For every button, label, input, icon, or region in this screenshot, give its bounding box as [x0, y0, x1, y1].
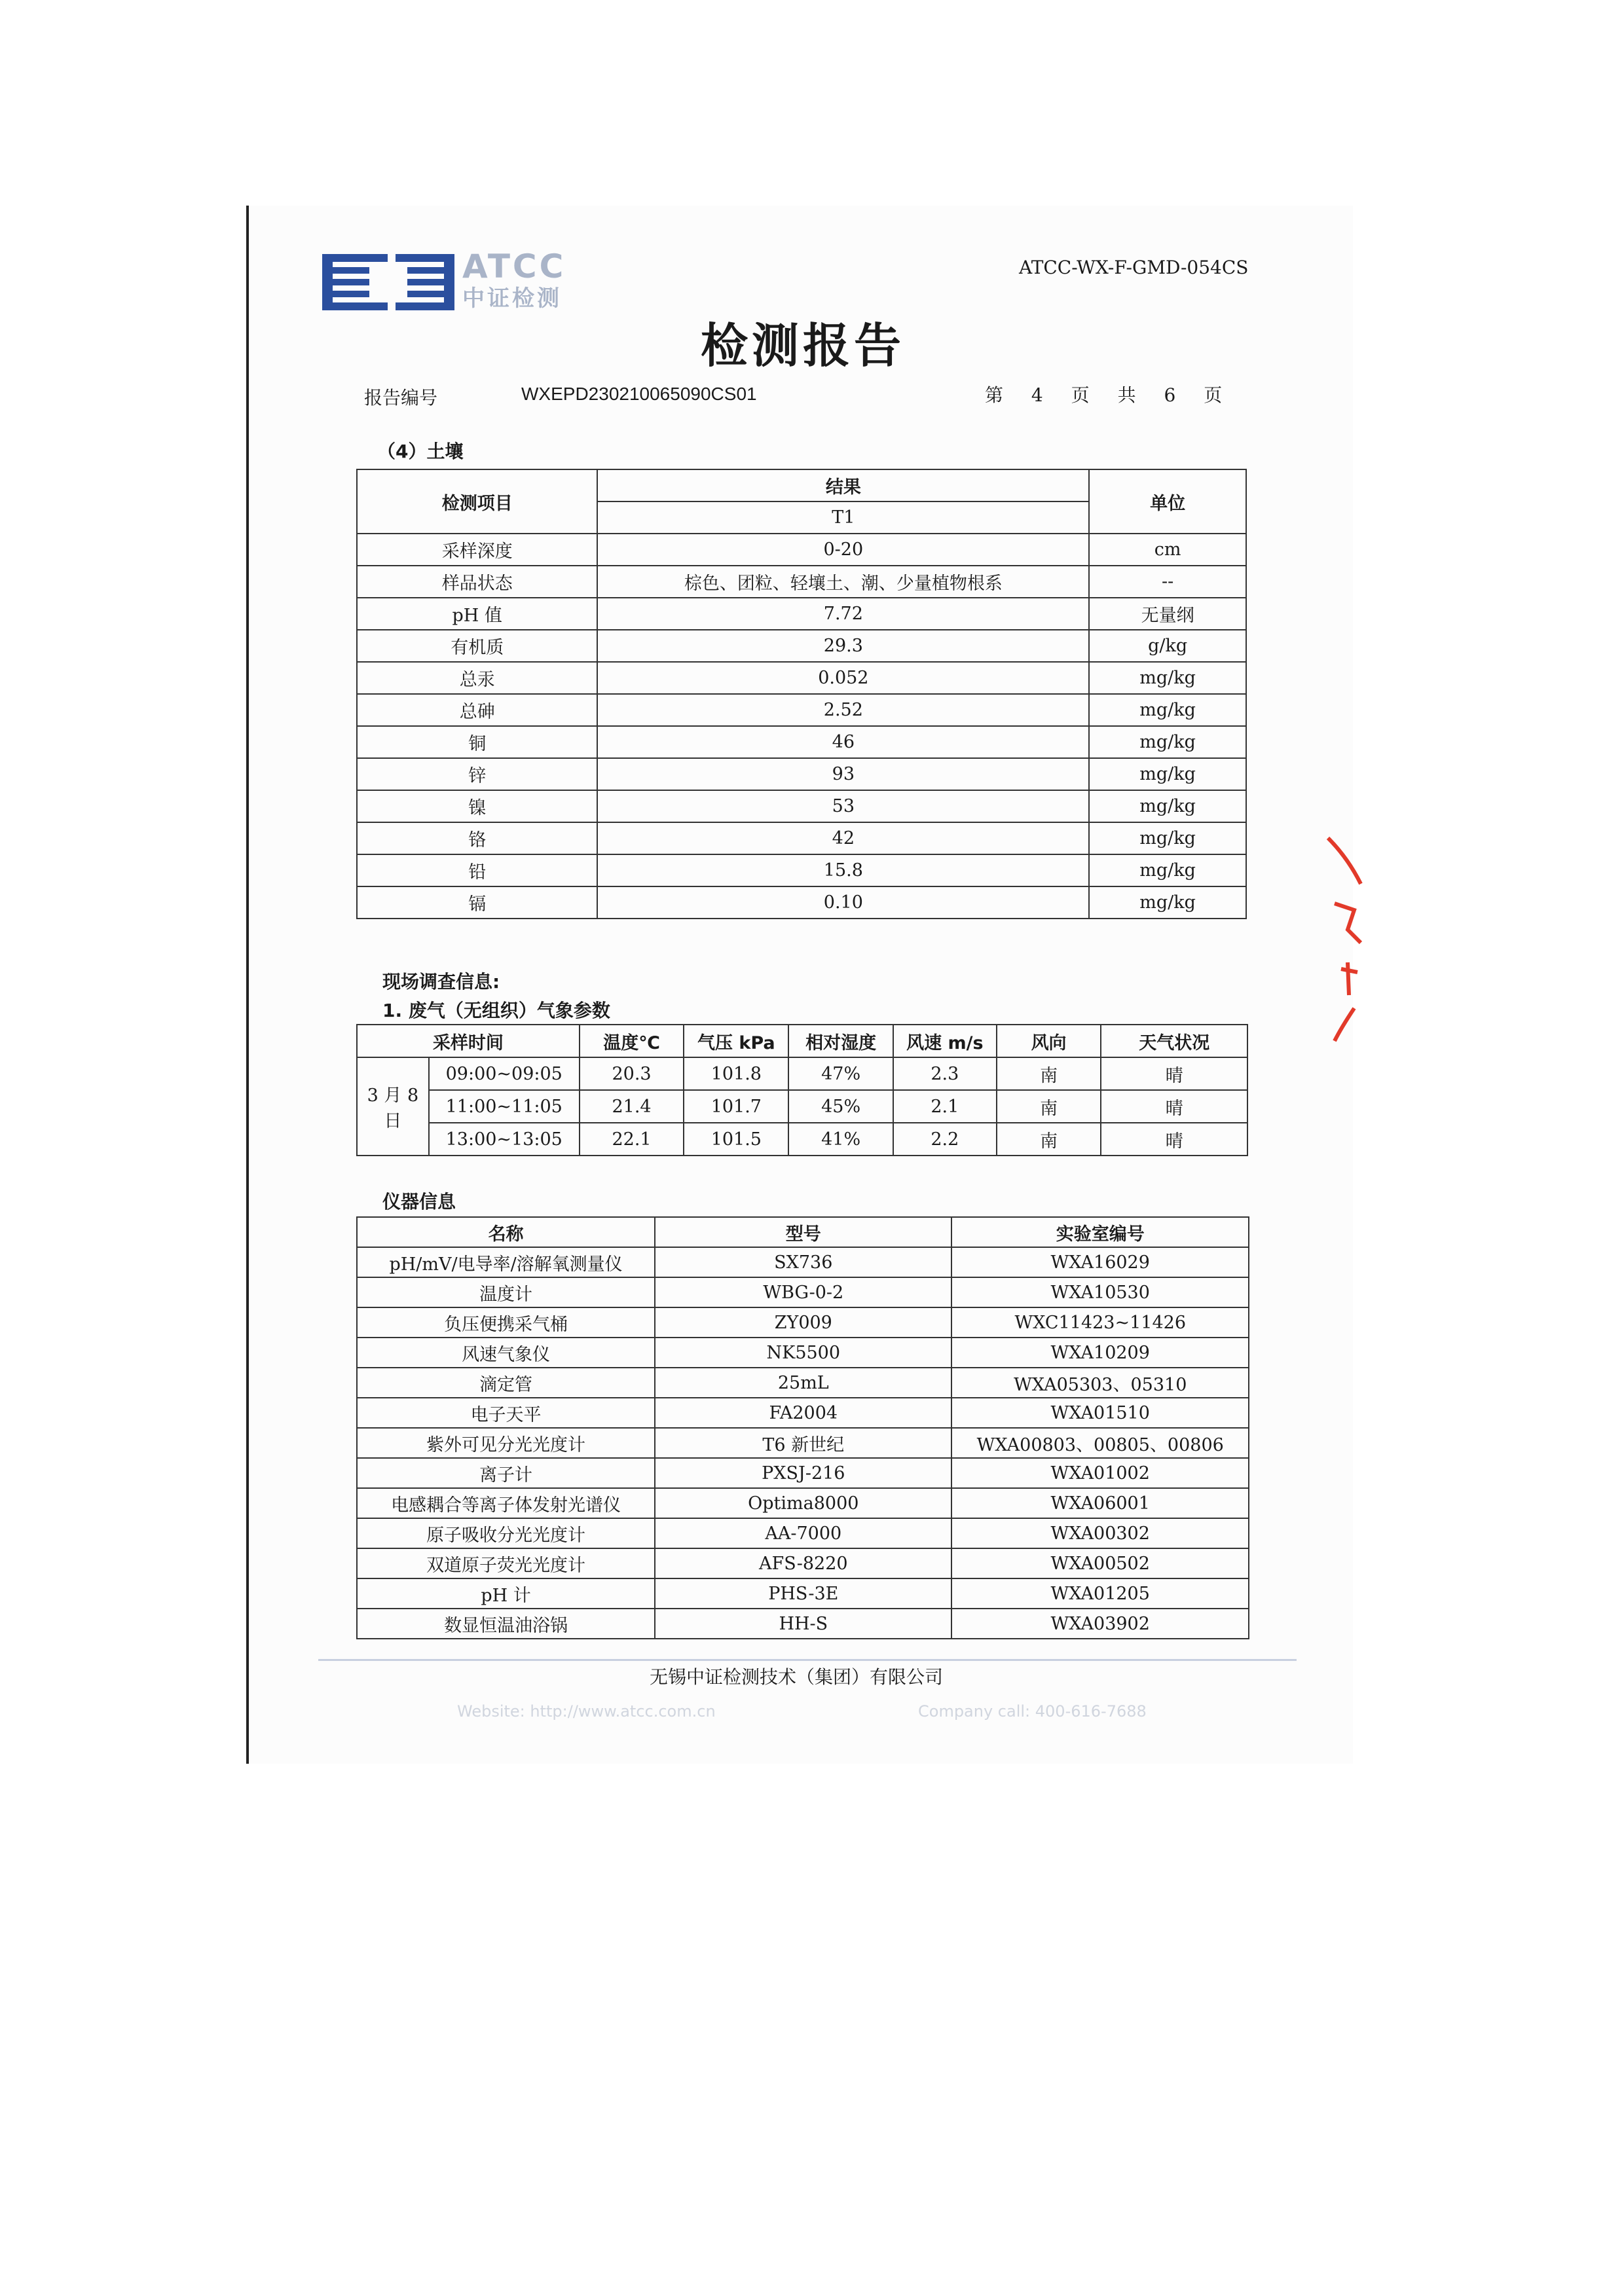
instrument-model: AFS-8220	[655, 1548, 951, 1578]
weather-humidity: 45%	[788, 1090, 893, 1123]
instrument-lab-no: WXC11423~11426	[951, 1307, 1249, 1338]
instrument-name: pH 计	[357, 1578, 655, 1609]
instrument-name: 滴定管	[357, 1368, 655, 1398]
instrument-model: SX736	[655, 1247, 951, 1277]
instrument-lab-no: WXA01205	[951, 1578, 1249, 1609]
instrument-model: PHS-3E	[655, 1578, 951, 1609]
weather-header-weather: 天气状况	[1101, 1025, 1247, 1057]
weather-header-wind-dir: 风向	[997, 1025, 1101, 1057]
weather-temp: 21.4	[580, 1090, 684, 1123]
col-unit-header: 单位	[1089, 469, 1246, 534]
instrument-row	[357, 1247, 1249, 1277]
soil-table	[356, 469, 1247, 919]
soil-unit: 无量纲	[1089, 598, 1246, 630]
col-result-header: 结果	[597, 469, 1089, 501]
soil-row	[357, 822, 1246, 854]
soil-value: 53	[597, 790, 1089, 822]
weather-weather: 晴	[1101, 1090, 1247, 1123]
weather-wind-dir: 南	[997, 1090, 1101, 1123]
instrument-name: 原子吸收分光光度计	[357, 1518, 655, 1548]
weather-humidity: 41%	[788, 1123, 893, 1156]
soil-row	[357, 758, 1246, 790]
doc-title: 检测报告	[701, 318, 906, 373]
instrument-row	[357, 1578, 1249, 1609]
sample-id: T1	[597, 501, 1089, 534]
soil-unit: mg/kg	[1089, 726, 1246, 758]
instrument-lab-no: WXA06001	[951, 1488, 1249, 1518]
weather-time: 09:00~09:05	[429, 1057, 580, 1090]
instrument-row	[357, 1458, 1249, 1488]
instrument-lab-no: WXA01510	[951, 1398, 1249, 1428]
report-no-label: 报告编号	[364, 387, 438, 409]
soil-item: 有机质	[357, 630, 597, 662]
weather-temp: 20.3	[580, 1057, 684, 1090]
weather-date: 3 月 8 日	[357, 1057, 429, 1156]
soil-item: 总砷	[357, 694, 597, 726]
weather-wind-speed: 2.2	[893, 1123, 997, 1156]
instrument-row	[357, 1307, 1249, 1338]
soil-item: 镍	[357, 790, 597, 822]
instrument-row	[357, 1518, 1249, 1548]
soil-row	[357, 790, 1246, 822]
instrument-name: pH/mV/电导率/溶解氧测量仪	[357, 1247, 655, 1277]
instrument-model: WBG-0-2	[655, 1277, 951, 1307]
weather-header-temp: 温度℃	[580, 1025, 684, 1057]
instrument-row	[357, 1338, 1249, 1368]
instrument-lab-no: WXA03902	[951, 1609, 1249, 1639]
page-num: 4	[1031, 384, 1043, 406]
soil-item: 铜	[357, 726, 597, 758]
instrument-name: 数显恒温油浴锅	[357, 1609, 655, 1639]
footer-phone: Company call: 400-616-7688	[918, 1702, 1147, 1721]
page-total: 6	[1164, 384, 1176, 406]
weather-pressure: 101.5	[684, 1123, 788, 1156]
instrument-header-name: 名称	[357, 1217, 655, 1247]
soil-value: 42	[597, 822, 1089, 854]
soil-item: 样品状态	[357, 566, 597, 598]
soil-value: 0.10	[597, 886, 1089, 919]
logo-text-en: ATCC	[462, 247, 566, 285]
weather-header-humidity: 相对湿度	[788, 1025, 893, 1057]
weather-time: 11:00~11:05	[429, 1090, 580, 1123]
page-di: 第	[985, 384, 1004, 406]
instrument-model: 25mL	[655, 1368, 951, 1398]
instrument-lab-no: WXA16029	[951, 1247, 1249, 1277]
weather-weather: 晴	[1101, 1123, 1247, 1156]
weather-header-pressure: 气压 kPa	[684, 1025, 788, 1057]
footer-company: 无锡中证检测技术（集团）有限公司	[650, 1666, 944, 1688]
instrument-lab-no: WXA00803、00805、00806	[951, 1428, 1249, 1458]
instrument-lab-no: WXA10209	[951, 1338, 1249, 1368]
soil-unit: mg/kg	[1089, 694, 1246, 726]
soil-row	[357, 886, 1246, 919]
soil-row	[357, 566, 1246, 598]
soil-value: 15.8	[597, 854, 1089, 886]
logo-text-zh: 中证检测	[462, 285, 562, 312]
soil-unit: cm	[1089, 534, 1246, 566]
weather-pressure: 101.7	[684, 1090, 788, 1123]
instrument-row	[357, 1368, 1249, 1398]
weather-wind-speed: 2.1	[893, 1090, 997, 1123]
soil-row	[357, 726, 1246, 758]
instrument-table	[356, 1216, 1249, 1639]
weather-header-wind-speed: 风速 m/s	[893, 1025, 997, 1057]
soil-value: 7.72	[597, 598, 1089, 630]
soil-row	[357, 534, 1246, 566]
instrument-section-title: 仪器信息	[382, 1191, 456, 1212]
instrument-header-model: 型号	[655, 1217, 951, 1247]
footer-divider	[318, 1659, 1297, 1661]
instrument-lab-no: WXA01002	[951, 1458, 1249, 1488]
soil-value: 29.3	[597, 630, 1089, 662]
soil-unit: --	[1089, 566, 1246, 598]
soil-item: 铬	[357, 822, 597, 854]
instrument-lab-no: WXA10530	[951, 1277, 1249, 1307]
soil-row	[357, 694, 1246, 726]
seal-stamp-fragment	[1321, 831, 1367, 1048]
instrument-model: HH-S	[655, 1609, 951, 1639]
weather-humidity: 47%	[788, 1057, 893, 1090]
report-no: WXEPD230210065090CS01	[521, 384, 757, 404]
soil-unit: mg/kg	[1089, 822, 1246, 854]
page-ye2: 页	[1204, 384, 1223, 406]
scan-edge	[246, 206, 249, 1764]
page-info	[985, 381, 1244, 407]
soil-value: 93	[597, 758, 1089, 790]
soil-value: 0.052	[597, 662, 1089, 694]
instrument-model: T6 新世纪	[655, 1428, 951, 1458]
weather-row	[357, 1123, 1247, 1156]
soil-unit: mg/kg	[1089, 854, 1246, 886]
weather-row	[357, 1057, 1247, 1090]
instrument-model: AA-7000	[655, 1518, 951, 1548]
instrument-name: 电感耦合等离子体发射光谱仪	[357, 1488, 655, 1518]
instrument-row	[357, 1428, 1249, 1458]
instrument-model: Optima8000	[655, 1488, 951, 1518]
page-ye: 页	[1071, 384, 1090, 406]
instrument-lab-no: WXA00302	[951, 1518, 1249, 1548]
soil-item: 镉	[357, 886, 597, 919]
soil-item: 锌	[357, 758, 597, 790]
weather-section-title: 现场调查信息:	[382, 971, 500, 993]
instrument-row	[357, 1277, 1249, 1307]
soil-unit: mg/kg	[1089, 886, 1246, 919]
instrument-name: 双道原子荧光光度计	[357, 1548, 655, 1578]
instrument-lab-no: WXA05303、05310	[951, 1368, 1249, 1398]
instrument-name: 温度计	[357, 1277, 655, 1307]
instrument-model: NK5500	[655, 1338, 951, 1368]
soil-item: 总汞	[357, 662, 597, 694]
soil-item: pH 值	[357, 598, 597, 630]
soil-row	[357, 630, 1246, 662]
soil-unit: g/kg	[1089, 630, 1246, 662]
weather-wind-speed: 2.3	[893, 1057, 997, 1090]
weather-subsection-title: 1. 废气（无组织）气象参数	[382, 1000, 610, 1021]
soil-value: 棕色、团粒、轻壤土、潮、少量植物根系	[597, 566, 1089, 598]
instrument-model: FA2004	[655, 1398, 951, 1428]
weather-temp: 22.1	[580, 1123, 684, 1156]
weather-wind-dir: 南	[997, 1057, 1101, 1090]
soil-item: 铅	[357, 854, 597, 886]
instrument-name: 离子计	[357, 1458, 655, 1488]
weather-weather: 晴	[1101, 1057, 1247, 1090]
weather-header-time: 采样时间	[357, 1025, 580, 1057]
weather-table	[356, 1024, 1248, 1156]
instrument-lab-no: WXA00502	[951, 1548, 1249, 1578]
soil-unit: mg/kg	[1089, 662, 1246, 694]
instrument-row	[357, 1488, 1249, 1518]
instrument-model: PXSJ-216	[655, 1458, 951, 1488]
footer-website: Website: http://www.atcc.com.cn	[457, 1702, 716, 1721]
weather-wind-dir: 南	[997, 1123, 1101, 1156]
soil-value: 46	[597, 726, 1089, 758]
weather-row	[357, 1090, 1247, 1123]
instrument-row	[357, 1609, 1249, 1639]
soil-value: 2.52	[597, 694, 1089, 726]
doc-code: ATCC-WX-F-GMD-054CS	[1019, 257, 1249, 278]
weather-pressure: 101.8	[684, 1057, 788, 1090]
instrument-name: 紫外可见分光光度计	[357, 1428, 655, 1458]
instrument-name: 风速气象仪	[357, 1338, 655, 1368]
instrument-row	[357, 1548, 1249, 1578]
soil-unit: mg/kg	[1089, 758, 1246, 790]
col-item-header: 检测项目	[357, 469, 597, 534]
soil-section-title: （4）土壤	[377, 441, 464, 462]
soil-value: 0-20	[597, 534, 1089, 566]
instrument-header-lab-no: 实验室编号	[951, 1217, 1249, 1247]
instrument-name: 电子天平	[357, 1398, 655, 1428]
soil-row	[357, 854, 1246, 886]
page-gong: 共	[1117, 384, 1136, 406]
weather-time: 13:00~13:05	[429, 1123, 580, 1156]
instrument-name: 负压便携采气桶	[357, 1307, 655, 1338]
instrument-model: ZY009	[655, 1307, 951, 1338]
soil-row	[357, 598, 1246, 630]
soil-row	[357, 662, 1246, 694]
soil-item: 采样深度	[357, 534, 597, 566]
instrument-row	[357, 1398, 1249, 1428]
soil-unit: mg/kg	[1089, 790, 1246, 822]
